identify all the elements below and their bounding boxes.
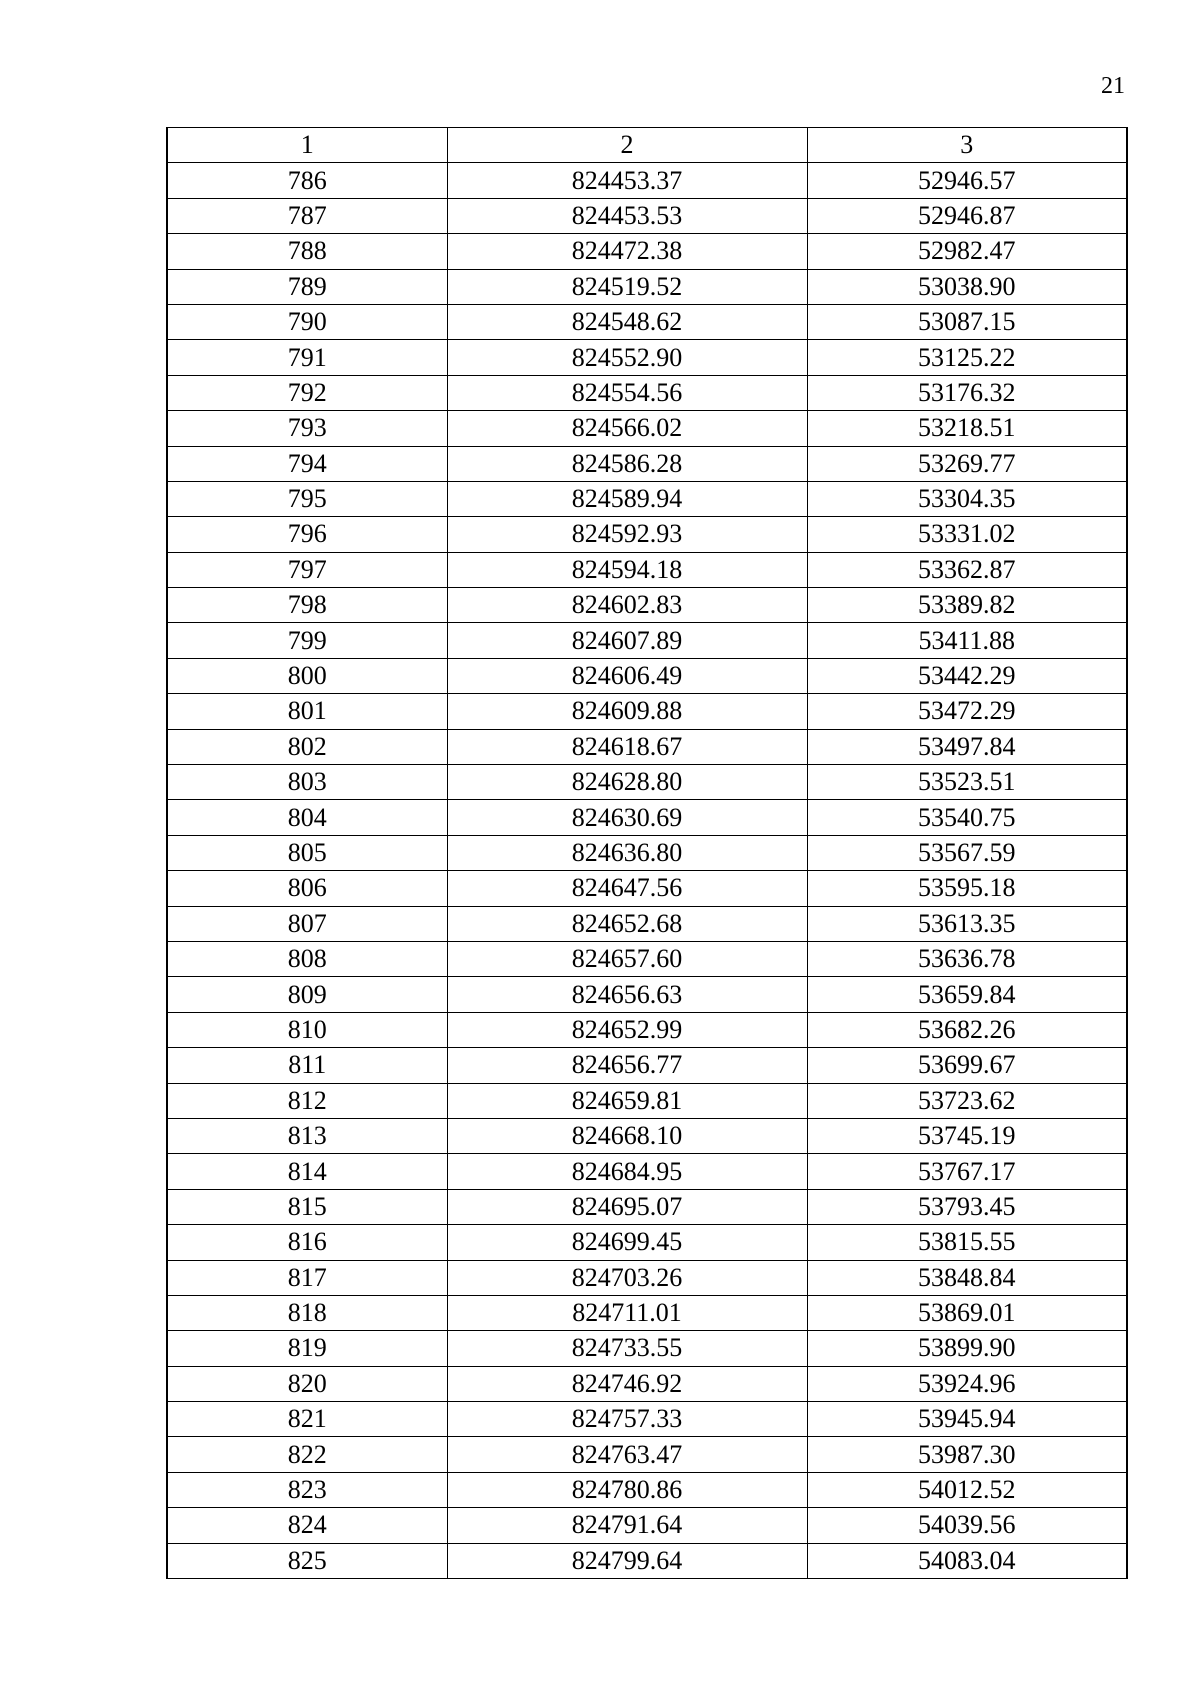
y-coordinate-cell: 52946.57 bbox=[807, 163, 1127, 198]
x-coordinate-cell: 824647.56 bbox=[447, 871, 807, 906]
point-number-cell: 824 bbox=[167, 1508, 447, 1543]
y-coordinate-cell: 53924.96 bbox=[807, 1366, 1127, 1401]
point-number-cell: 786 bbox=[167, 163, 447, 198]
table-row bbox=[167, 694, 1127, 729]
table-body bbox=[167, 163, 1127, 1579]
x-coordinate-cell: 824799.64 bbox=[447, 1543, 807, 1578]
x-coordinate-cell: 824586.28 bbox=[447, 446, 807, 481]
point-number-cell: 804 bbox=[167, 800, 447, 835]
point-number-cell: 806 bbox=[167, 871, 447, 906]
y-coordinate-cell: 53389.82 bbox=[807, 588, 1127, 623]
x-coordinate-cell: 824656.63 bbox=[447, 977, 807, 1012]
table-row bbox=[167, 1118, 1127, 1153]
point-number-cell: 789 bbox=[167, 269, 447, 304]
y-coordinate-cell: 53362.87 bbox=[807, 552, 1127, 587]
y-coordinate-cell: 53540.75 bbox=[807, 800, 1127, 835]
point-number-cell: 795 bbox=[167, 481, 447, 516]
point-number-cell: 799 bbox=[167, 623, 447, 658]
table-row bbox=[167, 375, 1127, 410]
x-coordinate-cell: 824657.60 bbox=[447, 941, 807, 976]
table-row bbox=[167, 1225, 1127, 1260]
point-number-cell: 817 bbox=[167, 1260, 447, 1295]
point-number-cell: 787 bbox=[167, 198, 447, 233]
y-coordinate-cell: 53176.32 bbox=[807, 375, 1127, 410]
point-number-cell: 825 bbox=[167, 1543, 447, 1578]
point-number-cell: 803 bbox=[167, 765, 447, 800]
y-coordinate-cell: 53682.26 bbox=[807, 1012, 1127, 1047]
x-coordinate-cell: 824684.95 bbox=[447, 1154, 807, 1189]
x-coordinate-cell: 824548.62 bbox=[447, 304, 807, 339]
x-coordinate-cell: 824630.69 bbox=[447, 800, 807, 835]
y-coordinate-cell: 53331.02 bbox=[807, 517, 1127, 552]
x-coordinate-cell: 824652.99 bbox=[447, 1012, 807, 1047]
y-coordinate-cell: 52946.87 bbox=[807, 198, 1127, 233]
point-number-cell: 814 bbox=[167, 1154, 447, 1189]
y-coordinate-cell: 53038.90 bbox=[807, 269, 1127, 304]
column-header: 2 bbox=[447, 128, 807, 163]
x-coordinate-cell: 824695.07 bbox=[447, 1189, 807, 1224]
y-coordinate-cell: 53269.77 bbox=[807, 446, 1127, 481]
table-row bbox=[167, 1295, 1127, 1330]
x-coordinate-cell: 824594.18 bbox=[447, 552, 807, 587]
x-coordinate-cell: 824609.88 bbox=[447, 694, 807, 729]
column-header: 1 bbox=[167, 128, 447, 163]
table-row bbox=[167, 871, 1127, 906]
table-row bbox=[167, 588, 1127, 623]
point-number-cell: 793 bbox=[167, 411, 447, 446]
x-coordinate-cell: 824628.80 bbox=[447, 765, 807, 800]
x-coordinate-cell: 824757.33 bbox=[447, 1402, 807, 1437]
y-coordinate-cell: 53442.29 bbox=[807, 658, 1127, 693]
x-coordinate-cell: 824636.80 bbox=[447, 835, 807, 870]
point-number-cell: 815 bbox=[167, 1189, 447, 1224]
point-number-cell: 819 bbox=[167, 1331, 447, 1366]
table-row bbox=[167, 481, 1127, 516]
table-row bbox=[167, 304, 1127, 339]
table-row bbox=[167, 446, 1127, 481]
y-coordinate-cell: 53523.51 bbox=[807, 765, 1127, 800]
table-row bbox=[167, 623, 1127, 658]
y-coordinate-cell: 53567.59 bbox=[807, 835, 1127, 870]
table-row bbox=[167, 1508, 1127, 1543]
point-number-cell: 797 bbox=[167, 552, 447, 587]
x-coordinate-cell: 824592.93 bbox=[447, 517, 807, 552]
y-coordinate-cell: 53745.19 bbox=[807, 1118, 1127, 1153]
table-row bbox=[167, 1402, 1127, 1437]
point-number-cell: 798 bbox=[167, 588, 447, 623]
x-coordinate-cell: 824566.02 bbox=[447, 411, 807, 446]
point-number-cell: 807 bbox=[167, 906, 447, 941]
point-number-cell: 811 bbox=[167, 1048, 447, 1083]
table-row bbox=[167, 977, 1127, 1012]
x-coordinate-cell: 824791.64 bbox=[447, 1508, 807, 1543]
table-row bbox=[167, 198, 1127, 233]
point-number-cell: 792 bbox=[167, 375, 447, 410]
table-row bbox=[167, 552, 1127, 587]
table-row bbox=[167, 1083, 1127, 1118]
y-coordinate-cell: 54039.56 bbox=[807, 1508, 1127, 1543]
point-number-cell: 794 bbox=[167, 446, 447, 481]
y-coordinate-cell: 53304.35 bbox=[807, 481, 1127, 516]
x-coordinate-cell: 824746.92 bbox=[447, 1366, 807, 1401]
table-row bbox=[167, 411, 1127, 446]
x-coordinate-cell: 824659.81 bbox=[447, 1083, 807, 1118]
x-coordinate-cell: 824763.47 bbox=[447, 1437, 807, 1472]
table-row bbox=[167, 1189, 1127, 1224]
point-number-cell: 791 bbox=[167, 340, 447, 375]
point-number-cell: 809 bbox=[167, 977, 447, 1012]
x-coordinate-cell: 824618.67 bbox=[447, 729, 807, 764]
x-coordinate-cell: 824703.26 bbox=[447, 1260, 807, 1295]
point-number-cell: 818 bbox=[167, 1295, 447, 1330]
point-number-cell: 802 bbox=[167, 729, 447, 764]
table-row bbox=[167, 163, 1127, 198]
y-coordinate-cell: 53723.62 bbox=[807, 1083, 1127, 1118]
point-number-cell: 808 bbox=[167, 941, 447, 976]
x-coordinate-cell: 824554.56 bbox=[447, 375, 807, 410]
point-number-cell: 788 bbox=[167, 234, 447, 269]
table-row bbox=[167, 835, 1127, 870]
y-coordinate-cell: 53815.55 bbox=[807, 1225, 1127, 1260]
y-coordinate-cell: 53659.84 bbox=[807, 977, 1127, 1012]
point-number-cell: 820 bbox=[167, 1366, 447, 1401]
y-coordinate-cell: 53899.90 bbox=[807, 1331, 1127, 1366]
y-coordinate-cell: 54083.04 bbox=[807, 1543, 1127, 1578]
point-number-cell: 822 bbox=[167, 1437, 447, 1472]
point-number-cell: 813 bbox=[167, 1118, 447, 1153]
table-row bbox=[167, 1331, 1127, 1366]
x-coordinate-cell: 824472.38 bbox=[447, 234, 807, 269]
table-row bbox=[167, 906, 1127, 941]
x-coordinate-cell: 824589.94 bbox=[447, 481, 807, 516]
point-number-cell: 823 bbox=[167, 1472, 447, 1507]
point-number-cell: 810 bbox=[167, 1012, 447, 1047]
y-coordinate-cell: 54012.52 bbox=[807, 1472, 1127, 1507]
y-coordinate-cell: 53411.88 bbox=[807, 623, 1127, 658]
point-number-cell: 801 bbox=[167, 694, 447, 729]
y-coordinate-cell: 53699.67 bbox=[807, 1048, 1127, 1083]
column-header: 3 bbox=[807, 128, 1127, 163]
point-number-cell: 800 bbox=[167, 658, 447, 693]
x-coordinate-cell: 824607.89 bbox=[447, 623, 807, 658]
y-coordinate-cell: 53848.84 bbox=[807, 1260, 1127, 1295]
y-coordinate-cell: 53636.78 bbox=[807, 941, 1127, 976]
x-coordinate-cell: 824519.52 bbox=[447, 269, 807, 304]
table-row bbox=[167, 765, 1127, 800]
x-coordinate-cell: 824453.53 bbox=[447, 198, 807, 233]
y-coordinate-cell: 53497.84 bbox=[807, 729, 1127, 764]
x-coordinate-cell: 824668.10 bbox=[447, 1118, 807, 1153]
y-coordinate-cell: 53087.15 bbox=[807, 304, 1127, 339]
point-number-cell: 812 bbox=[167, 1083, 447, 1118]
table-row bbox=[167, 1366, 1127, 1401]
table-row bbox=[167, 269, 1127, 304]
x-coordinate-cell: 824453.37 bbox=[447, 163, 807, 198]
x-coordinate-cell: 824656.77 bbox=[447, 1048, 807, 1083]
x-coordinate-cell: 824699.45 bbox=[447, 1225, 807, 1260]
table-row bbox=[167, 234, 1127, 269]
page-number: 21 bbox=[1101, 73, 1125, 99]
table-row bbox=[167, 517, 1127, 552]
coordinates-table bbox=[166, 127, 1128, 1579]
table-row bbox=[167, 1154, 1127, 1189]
point-number-cell: 790 bbox=[167, 304, 447, 339]
x-coordinate-cell: 824652.68 bbox=[447, 906, 807, 941]
y-coordinate-cell: 53793.45 bbox=[807, 1189, 1127, 1224]
table-row bbox=[167, 1260, 1127, 1295]
x-coordinate-cell: 824602.83 bbox=[447, 588, 807, 623]
table-header-row bbox=[167, 128, 1127, 163]
x-coordinate-cell: 824733.55 bbox=[447, 1331, 807, 1366]
point-number-cell: 805 bbox=[167, 835, 447, 870]
table-row bbox=[167, 1048, 1127, 1083]
table-row bbox=[167, 658, 1127, 693]
x-coordinate-cell: 824780.86 bbox=[447, 1472, 807, 1507]
point-number-cell: 816 bbox=[167, 1225, 447, 1260]
y-coordinate-cell: 53125.22 bbox=[807, 340, 1127, 375]
y-coordinate-cell: 53767.17 bbox=[807, 1154, 1127, 1189]
x-coordinate-cell: 824711.01 bbox=[447, 1295, 807, 1330]
y-coordinate-cell: 53595.18 bbox=[807, 871, 1127, 906]
table-row bbox=[167, 800, 1127, 835]
point-number-cell: 796 bbox=[167, 517, 447, 552]
table-row bbox=[167, 1012, 1127, 1047]
table-row bbox=[167, 1543, 1127, 1578]
y-coordinate-cell: 53218.51 bbox=[807, 411, 1127, 446]
table-row bbox=[167, 1472, 1127, 1507]
table-row bbox=[167, 340, 1127, 375]
x-coordinate-cell: 824606.49 bbox=[447, 658, 807, 693]
table-row bbox=[167, 1437, 1127, 1472]
x-coordinate-cell: 824552.90 bbox=[447, 340, 807, 375]
table-row bbox=[167, 729, 1127, 764]
y-coordinate-cell: 53945.94 bbox=[807, 1402, 1127, 1437]
y-coordinate-cell: 53869.01 bbox=[807, 1295, 1127, 1330]
y-coordinate-cell: 53472.29 bbox=[807, 694, 1127, 729]
y-coordinate-cell: 53613.35 bbox=[807, 906, 1127, 941]
y-coordinate-cell: 53987.30 bbox=[807, 1437, 1127, 1472]
y-coordinate-cell: 52982.47 bbox=[807, 234, 1127, 269]
table-row bbox=[167, 941, 1127, 976]
point-number-cell: 821 bbox=[167, 1402, 447, 1437]
